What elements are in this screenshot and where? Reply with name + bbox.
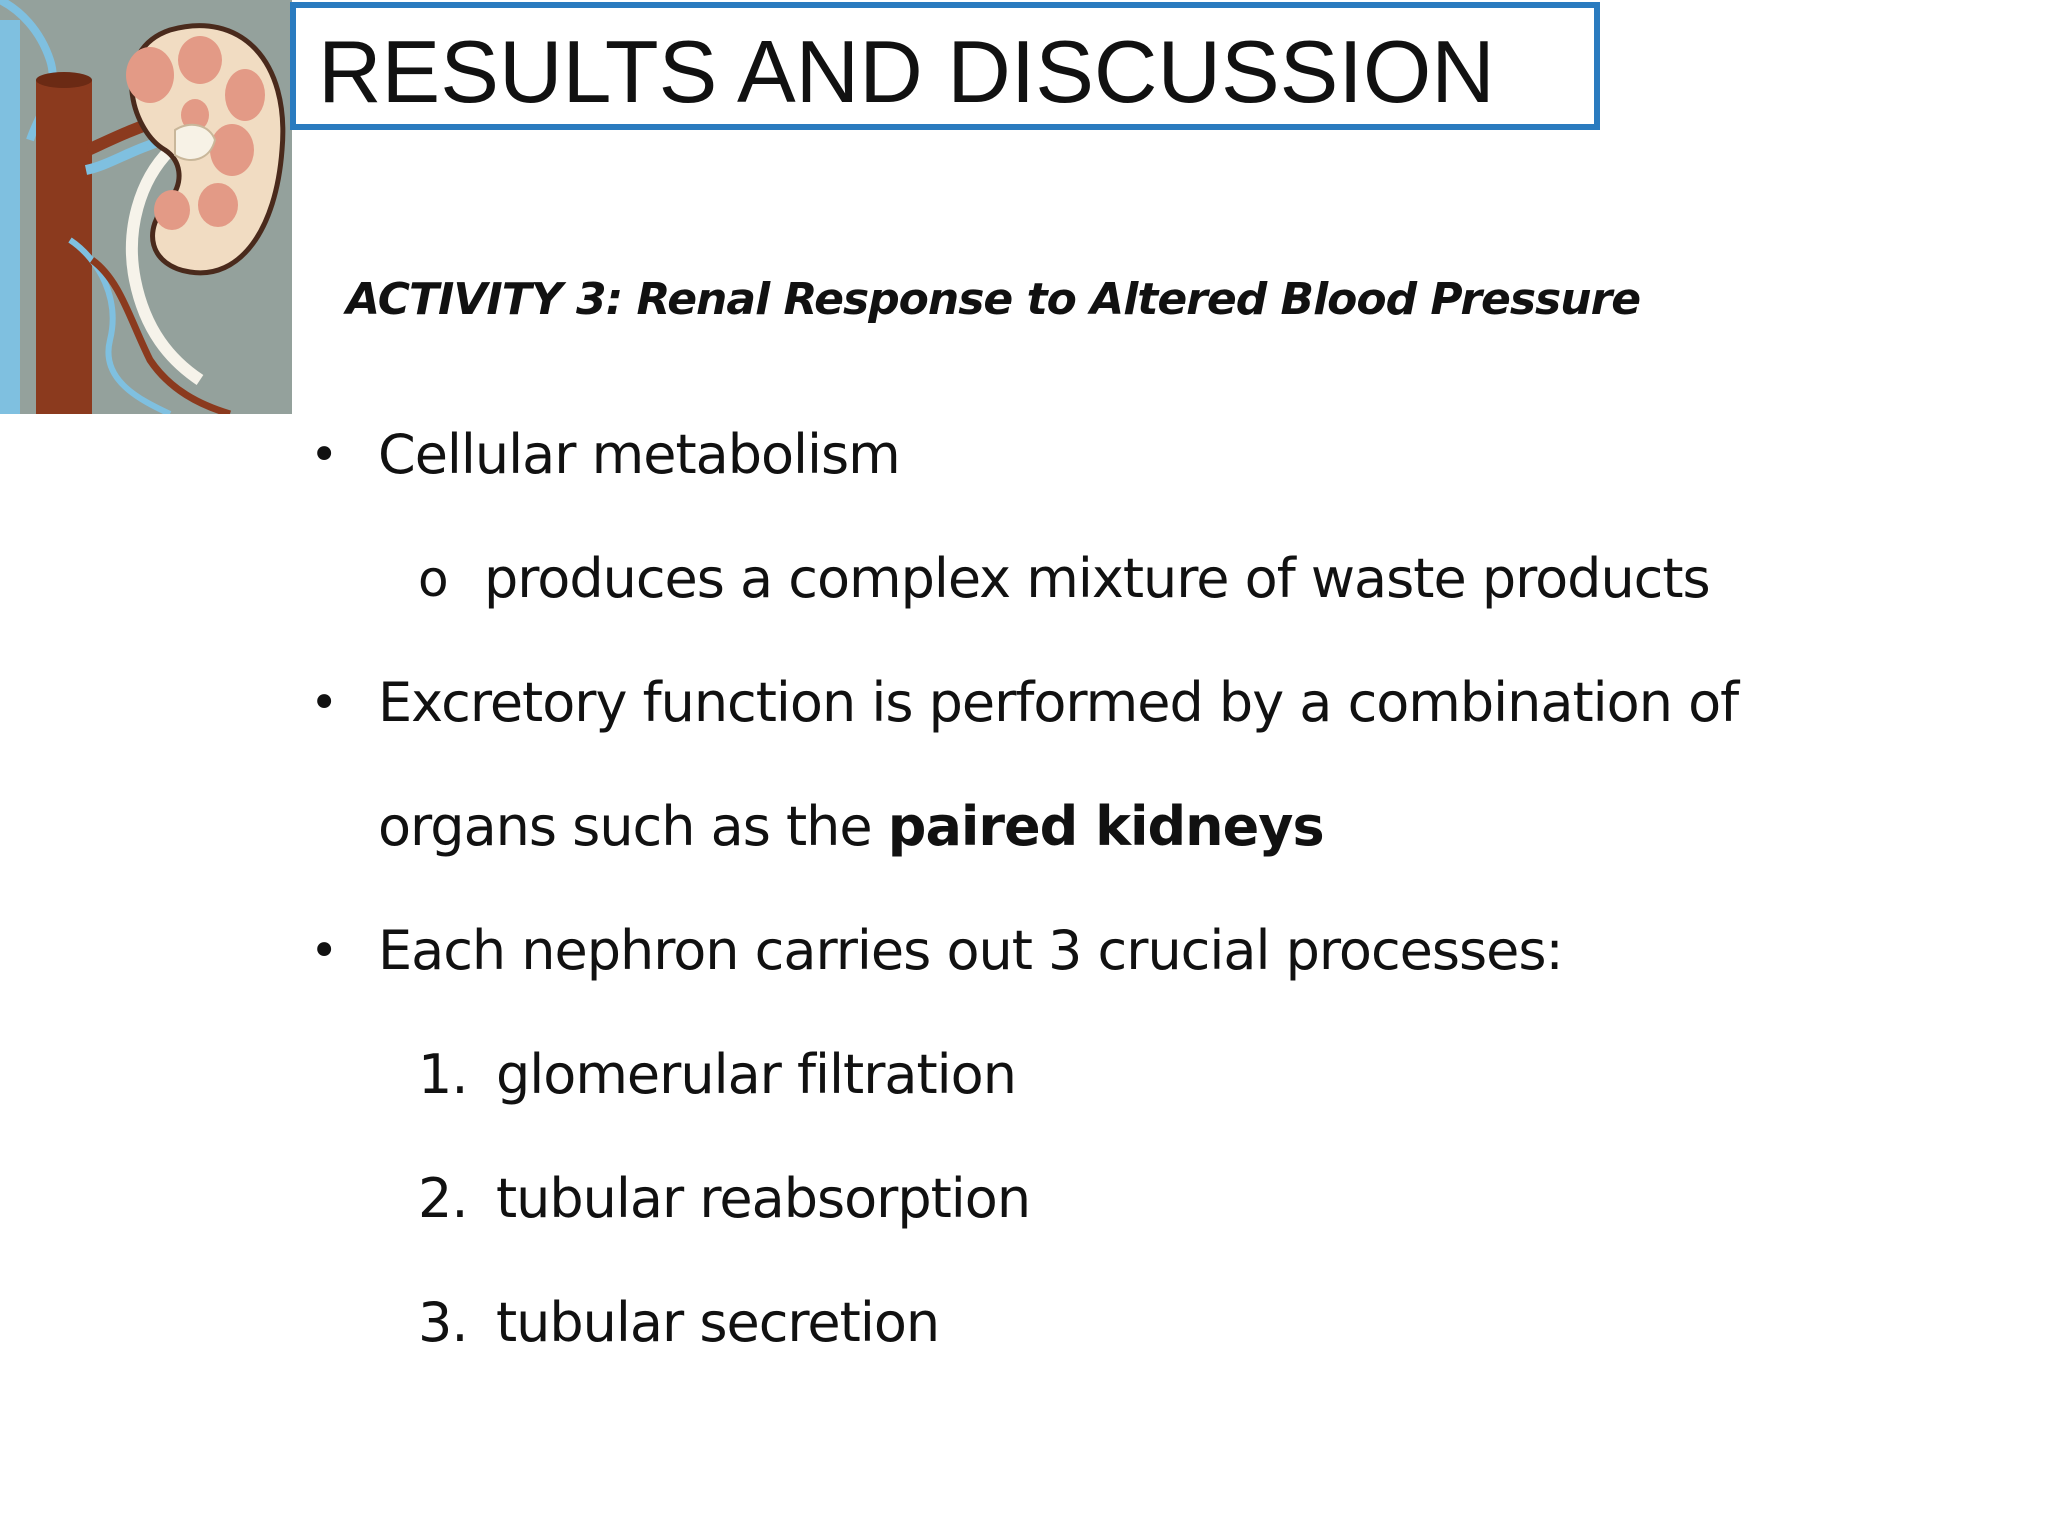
bullet-marker: •: [310, 675, 338, 731]
bullet-text: Each nephron carries out 3 crucial processes:: [378, 919, 1563, 982]
paired-kidneys-emphasis: paired kidneys: [887, 795, 1324, 858]
title-box: [290, 2, 1600, 130]
number-marker: 3.: [418, 1291, 468, 1354]
numbered-item-text: tubular secretion: [496, 1291, 940, 1354]
number-marker: 2.: [418, 1167, 468, 1230]
bullet-text-line2-prefix: organs such as the: [378, 795, 888, 858]
numbered-item-text: glomerular filtration: [496, 1043, 1016, 1106]
slide-title: RESULTS AND DISCUSSION: [318, 22, 1495, 121]
number-marker: 1.: [418, 1043, 468, 1106]
sub-bullet-text: produces a complex mixture of waste products: [484, 547, 1710, 610]
bullet-marker: •: [310, 923, 338, 979]
bullet-marker: •: [310, 427, 338, 483]
sub-bullet-marker: o: [418, 550, 448, 608]
bullet-text: Cellular metabolism: [378, 423, 900, 486]
numbered-item-text: tubular reabsorption: [496, 1167, 1031, 1230]
kidney-illustration-svg: [0, 0, 292, 414]
activity-heading: ACTIVITY 3: Renal Response to Altered Blood Pressure: [346, 274, 1641, 325]
kidney-illustration: [0, 0, 292, 414]
bullet-text-line2: [378, 792, 1324, 862]
bullet-text-line1: Excretory function is performed by a combination of: [378, 671, 1739, 734]
